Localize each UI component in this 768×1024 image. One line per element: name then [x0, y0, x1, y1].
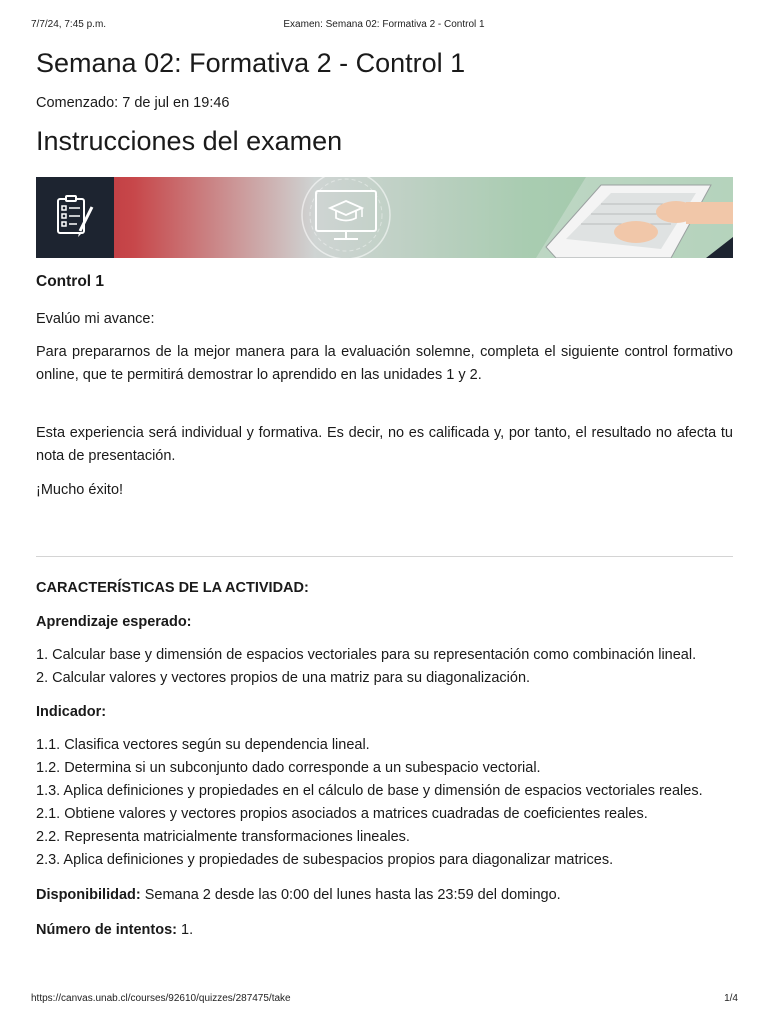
control-heading: Control 1	[36, 273, 105, 290]
print-page-number: 1/4	[724, 993, 738, 1004]
graduation-cap-monitor-icon	[276, 177, 416, 258]
exam-title: Semana 02: Formativa 2 - Control 1	[36, 48, 466, 78]
indicador-list	[36, 734, 733, 872]
intentos-label: Número de intentos:	[36, 922, 177, 938]
list-item: 1. Calcular base y dimensión de espacios vectoriales para su representación como combinación lineal.	[36, 647, 697, 663]
disponibilidad-value: Semana 2 desde las 0:00 del lunes hasta las 23:59 del domingo.	[140, 887, 561, 903]
caracteristicas-heading: CARACTERÍSTICAS DE LA ACTIVIDAD:	[36, 580, 309, 596]
list-item: 1.1. Clasifica vectores según su dependencia lineal.	[36, 737, 370, 753]
section-divider	[36, 556, 733, 557]
exito-text: ¡Mucho éxito!	[36, 482, 124, 498]
list-item: 2.2. Representa matricialmente transformaciones lineales.	[36, 829, 410, 845]
instructions-heading: Instrucciones del examen	[36, 126, 343, 156]
intentos-value: 1.	[176, 922, 194, 938]
list-item: 1.2. Determina si un subconjunto dado corresponde a un subespacio vectorial.	[36, 760, 541, 776]
print-header	[0, 19, 768, 33]
list-item: 2.3. Aplica definiciones y propiedades de subespacios propios para diagonalizar matrices.	[36, 852, 614, 868]
print-footer	[0, 993, 768, 1007]
evaluo-text: Evalúo mi avance:	[36, 311, 155, 327]
disponibilidad-line	[36, 884, 733, 907]
indicador-label: Indicador:	[36, 704, 107, 720]
preparacion-text: Para prepararnos de la mejor manera para la evaluación solemne, completa el siguiente control formativo online, que te permitirá demostrar lo aprendido en las unidades 1 y 2.	[36, 344, 733, 383]
experiencia-text: Esta experiencia será individual y formativa. Es decir, no es calificada y, por tanto, el resultado no afecta tu nota de presentación.	[36, 425, 733, 464]
exam-banner	[36, 177, 733, 258]
print-datetime: 7/7/24, 7:45 p.m.	[31, 19, 107, 30]
started-timestamp: Comenzado: 7 de jul en 19:46	[36, 95, 230, 111]
disponibilidad-label: Disponibilidad:	[36, 887, 141, 903]
aprendizaje-list	[36, 644, 733, 690]
intentos-line	[36, 919, 733, 942]
exam-content	[36, 44, 733, 942]
list-item: 1.3. Aplica definiciones y propiedades en el cálculo de base y dimensión de espacios vectoriales reales.	[36, 783, 703, 799]
hands-typing-laptop-icon	[506, 177, 733, 258]
checklist-pencil-icon	[36, 177, 114, 258]
aprendizaje-label: Aprendizaje esperado:	[36, 614, 192, 630]
list-item: 2. Calcular valores y vectores propios de una matriz para su diagonalización.	[36, 670, 531, 686]
print-url: https://canvas.unab.cl/courses/92610/quizzes/287475/take	[31, 993, 291, 1004]
print-page-title: Examen: Semana 02: Formativa 2 - Control 1	[283, 19, 485, 30]
list-item: 2.1. Obtiene valores y vectores propios asociados a matrices cuadradas de coeficientes reales.	[36, 806, 648, 822]
